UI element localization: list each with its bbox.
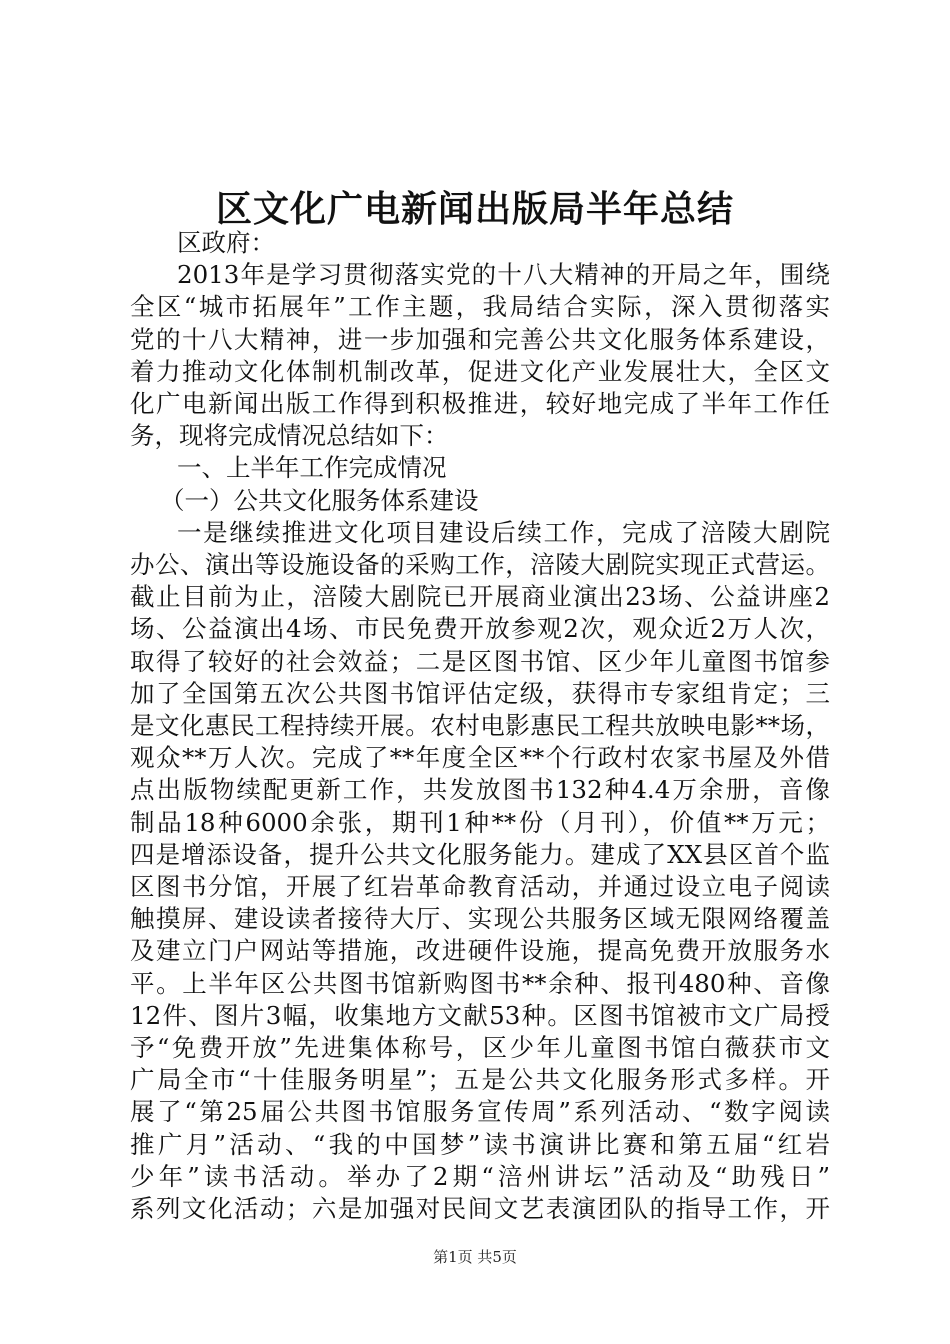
body-line: 一是继续推进文化项目建设后续工作，完成了涪陵大剧院: [177, 517, 830, 547]
body-line: 全区“城市拓展年”工作主题，我局结合实际，深入贯彻落实: [130, 292, 830, 322]
body-line: 化广电新闻出版工作得到积极推进，较好地完成了半年工作任: [130, 389, 830, 418]
page-number: 第1页 共5页: [433, 1248, 517, 1266]
body-line: 区图书分馆，开展了红岩革命教育活动，并通过设立电子阅读: [130, 872, 830, 901]
section-heading: 一、上半年工作完成情况: [177, 453, 447, 483]
body-line: 点出版物续配更新工作，共发放图书132种4.4万余册，音像: [130, 775, 830, 805]
body-line: 2013年是学习贯彻落实党的十八大精神的开局之年，围绕: [177, 260, 830, 290]
body-line: 推广月”活动、“我的中国梦”读书演讲比赛和第五届“红岩: [130, 1129, 830, 1159]
body-line: 务，现将完成情况总结如下：: [130, 421, 449, 451]
body-line: 加了全国第五次公共图书馆评估定级，获得市专家组肯定；三: [130, 678, 830, 708]
body-line: 展了“第25届公共图书馆服务宣传周”系列活动、“数字阅读: [130, 1097, 830, 1127]
body-line: 截止目前为止，涪陵大剧院已开展商业演出23场、公益讲座2: [130, 582, 830, 612]
body-line: 取得了较好的社会效益；二是区图书馆、区少年儿童图书馆参: [130, 646, 830, 676]
body-line: 观众**万人次。完成了**年度全区**个行政村农家书屋及外借: [130, 743, 830, 773]
subsection-heading: （一）公共文化服务体系建设: [160, 485, 479, 515]
body-line: 广局全市“十佳服务明星”；五是公共文化服务形式多样。开: [130, 1065, 830, 1095]
body-line: 12件、图片3幅，收集地方文献53种。区图书馆被市文广局授: [130, 1000, 830, 1030]
salutation: 区政府：: [177, 228, 275, 257]
body-line: 党的十八大精神，进一步加强和完善公共文化服务体系建设，: [130, 324, 830, 354]
body-line: 予“免费开放”先进集体称号，区少年儿童图书馆白薇获市文: [130, 1033, 830, 1062]
body-line: 系列文化活动；六是加强对民间文艺表演团队的指导工作，开: [130, 1194, 830, 1223]
body-line: 办公、演出等设施设备的采购工作，涪陵大剧院实现正式营运。: [130, 550, 830, 579]
body-line: 场、公益演出4场、市民免费开放参观2次，观众近2万人次，: [130, 614, 830, 644]
body-line: 平。上半年区公共图书馆新购图书**余种、报刊480种、音像: [130, 968, 830, 998]
document-title: 区文化广电新闻出版局半年总结: [215, 188, 734, 230]
body-line: 触摸屏、建设读者接待大厅、实现公共服务区域无限网络覆盖: [130, 904, 830, 934]
body-line: 四是增添设备，提升公共文化服务能力。建成了XX县区首个监: [130, 839, 830, 869]
body-line: 是文化惠民工程持续开展。农村电影惠民工程共放映电影**场，: [130, 711, 830, 740]
body-line: 制品18种6000余张，期刊1种**份（月刊），价值**万元；: [130, 807, 830, 837]
body-line: 着力推动文化体制机制改革，促进文化产业发展壮大，全区文: [130, 356, 830, 386]
body-line: 少年”读书活动。举办了2期“涪州讲坛”活动及“助残日”: [130, 1161, 830, 1191]
body-line: 及建立门户网站等措施，改进硬件设施，提高免费开放服务水: [130, 936, 830, 966]
